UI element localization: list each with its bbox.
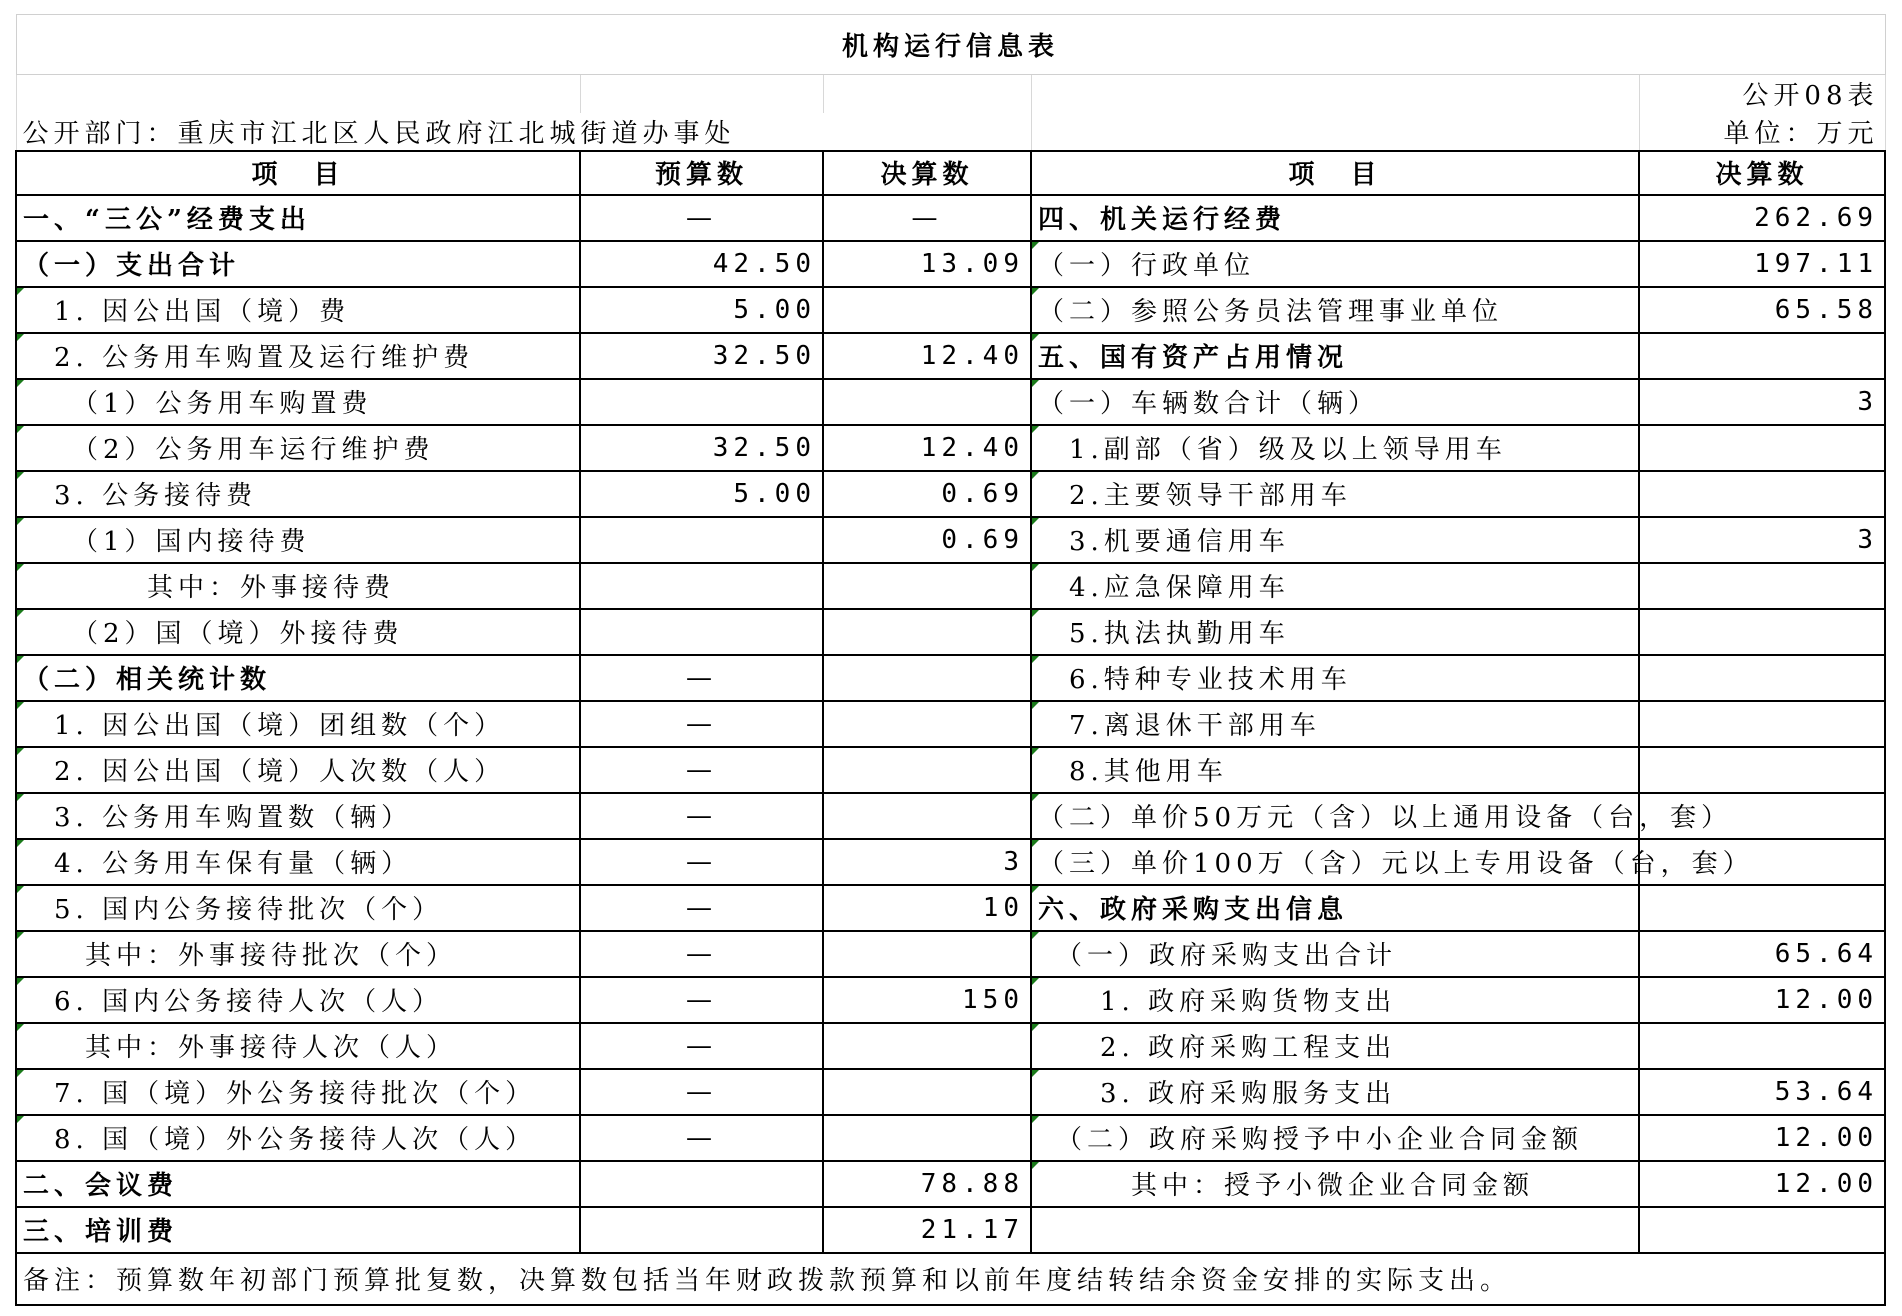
- table-row: [16, 195, 1885, 241]
- final-right-cell: [1639, 609, 1885, 655]
- final-cell: 3: [823, 839, 1031, 885]
- item-cell: 5. 国内公务接待批次（个）: [16, 885, 580, 931]
- final-right-cell: [1639, 885, 1885, 931]
- final-cell: 12.40: [823, 333, 1031, 379]
- item-right-cell: 1. 政府采购货物支出: [1031, 977, 1639, 1023]
- table-row: [16, 747, 1885, 793]
- final-right-cell: 262.69: [1639, 195, 1885, 241]
- item-right-cell: （一）车辆数合计（辆）: [1031, 379, 1639, 425]
- table-row: [16, 287, 1885, 333]
- final-right-cell: 12.00: [1639, 1115, 1885, 1161]
- header-budget: 预算数: [580, 151, 823, 195]
- budget-cell: 32.50: [580, 333, 823, 379]
- item-cell: 7. 国（境）外公务接待批次（个）: [16, 1069, 580, 1115]
- item-right-cell: 3.机要通信用车: [1031, 517, 1639, 563]
- final-cell: 13.09: [823, 241, 1031, 287]
- item-right-cell: 1.副部（省）级及以上领导用车: [1031, 425, 1639, 471]
- department-label: 公开部门：重庆市江北区人民政府江北城街道办事处: [16, 113, 1031, 151]
- final-right-cell: [1639, 425, 1885, 471]
- item-right-cell: （一）政府采购支出合计: [1031, 931, 1639, 977]
- final-right-cell: [1639, 793, 1885, 839]
- final-cell: [823, 563, 1031, 609]
- budget-cell: 5.00: [580, 287, 823, 333]
- item-cell: 三、培训费: [16, 1207, 580, 1253]
- final-right-cell: 53.64: [1639, 1069, 1885, 1115]
- final-right-cell: [1639, 701, 1885, 747]
- item-cell: 1. 因公出国（境）团组数（个）: [16, 701, 580, 747]
- item-right-cell: 四、机关运行经费: [1031, 195, 1639, 241]
- budget-cell: —: [580, 885, 823, 931]
- budget-cell: —: [580, 931, 823, 977]
- table-row: [16, 655, 1885, 701]
- table-row: [16, 885, 1885, 931]
- budget-cell: 5.00: [580, 471, 823, 517]
- final-cell: [823, 747, 1031, 793]
- item-right-cell: 2.主要领导干部用车: [1031, 471, 1639, 517]
- table-row: [16, 563, 1885, 609]
- item-cell: 4. 公务用车保有量（辆）: [16, 839, 580, 885]
- budget-cell: [580, 1161, 823, 1207]
- item-right-cell: 7.离退休干部用车: [1031, 701, 1639, 747]
- final-cell: [823, 287, 1031, 333]
- item-cell: 8. 国（境）外公务接待人次（人）: [16, 1115, 580, 1161]
- item-right-cell: 5.执法执勤用车: [1031, 609, 1639, 655]
- budget-cell: —: [580, 977, 823, 1023]
- item-cell: 2. 公务用车购置及运行维护费: [16, 333, 580, 379]
- budget-cell: [580, 517, 823, 563]
- item-right-cell: 五、国有资产占用情况: [1031, 333, 1639, 379]
- final-cell: 21.17: [823, 1207, 1031, 1253]
- table-row: [16, 1207, 1885, 1253]
- budget-cell: 42.50: [580, 241, 823, 287]
- item-right-cell: （一）行政单位: [1031, 241, 1639, 287]
- table-row: [16, 793, 1885, 839]
- budget-cell: —: [580, 793, 823, 839]
- item-cell: 其中：外事接待人次（人）: [16, 1023, 580, 1069]
- final-cell: —: [823, 195, 1031, 241]
- item-right-cell: （二）单价50万元（含）以上通用设备（台，套）: [1031, 793, 1639, 839]
- header-final: 决算数: [823, 151, 1031, 195]
- item-cell: 其中：外事接待费: [16, 563, 580, 609]
- budget-cell: —: [580, 195, 823, 241]
- final-cell: [823, 1115, 1031, 1161]
- final-cell: [823, 1069, 1031, 1115]
- item-right-cell: 2. 政府采购工程支出: [1031, 1023, 1639, 1069]
- final-cell: [823, 609, 1031, 655]
- final-right-cell: [1639, 655, 1885, 701]
- budget-cell: —: [580, 839, 823, 885]
- table-row: [16, 609, 1885, 655]
- table-row: [16, 1023, 1885, 1069]
- budget-cell: —: [580, 655, 823, 701]
- budget-cell: [580, 1207, 823, 1253]
- final-right-cell: 65.58: [1639, 287, 1885, 333]
- item-cell: 其中：外事接待批次（个）: [16, 931, 580, 977]
- item-right-cell: （三）单价100万（含）元以上专用设备（台，套）: [1031, 839, 1639, 885]
- final-right-cell: 3: [1639, 379, 1885, 425]
- final-cell: [823, 793, 1031, 839]
- final-right-cell: 197.11: [1639, 241, 1885, 287]
- table-row: [16, 701, 1885, 747]
- final-right-cell: 3: [1639, 517, 1885, 563]
- item-cell: 6. 国内公务接待人次（人）: [16, 977, 580, 1023]
- final-right-cell: [1639, 747, 1885, 793]
- budget-cell: —: [580, 701, 823, 747]
- final-cell: 150: [823, 977, 1031, 1023]
- final-right-cell: 12.00: [1639, 1161, 1885, 1207]
- budget-cell: —: [580, 1023, 823, 1069]
- table-row: [16, 1161, 1885, 1207]
- final-right-cell: 65.64: [1639, 931, 1885, 977]
- final-cell: 0.69: [823, 517, 1031, 563]
- table-row: [16, 425, 1885, 471]
- budget-cell: —: [580, 1069, 823, 1115]
- final-right-cell: [1639, 563, 1885, 609]
- table-row: [16, 931, 1885, 977]
- table-row: [16, 1069, 1885, 1115]
- final-right-cell: [1639, 333, 1885, 379]
- budget-cell: [580, 379, 823, 425]
- item-right-cell: [1031, 1207, 1639, 1253]
- table-row: [16, 241, 1885, 287]
- final-right-cell: 12.00: [1639, 977, 1885, 1023]
- item-cell: 一、“三公”经费支出: [16, 195, 580, 241]
- final-cell: [823, 379, 1031, 425]
- item-right-cell: 六、政府采购支出信息: [1031, 885, 1639, 931]
- table-row: [16, 839, 1885, 885]
- budget-cell: [580, 609, 823, 655]
- final-cell: [823, 1023, 1031, 1069]
- final-cell: 0.69: [823, 471, 1031, 517]
- form-number: 公开08表: [1639, 75, 1885, 113]
- final-cell: 10: [823, 885, 1031, 931]
- item-cell: （1）国内接待费: [16, 517, 580, 563]
- table-row: [16, 517, 1885, 563]
- table-row: [16, 977, 1885, 1023]
- header-final-right: 决算数: [1639, 151, 1885, 195]
- item-cell: 3. 公务用车购置数（辆）: [16, 793, 580, 839]
- item-cell: （2）国（境）外接待费: [16, 609, 580, 655]
- item-cell: （1）公务用车购置费: [16, 379, 580, 425]
- budget-cell: [580, 563, 823, 609]
- item-right-cell: 3. 政府采购服务支出: [1031, 1069, 1639, 1115]
- final-right-cell: [1639, 1023, 1885, 1069]
- final-right-cell: [1639, 1207, 1885, 1253]
- page-title: 机构运行信息表: [16, 15, 1885, 75]
- budget-cell: 32.50: [580, 425, 823, 471]
- item-right-cell: 8.其他用车: [1031, 747, 1639, 793]
- final-cell: [823, 931, 1031, 977]
- item-cell: （二）相关统计数: [16, 655, 580, 701]
- item-right-cell: 4.应急保障用车: [1031, 563, 1639, 609]
- item-cell: 二、会议费: [16, 1161, 580, 1207]
- header-item: 项 目: [16, 151, 580, 195]
- final-cell: 78.88: [823, 1161, 1031, 1207]
- final-cell: [823, 701, 1031, 747]
- final-cell: [823, 655, 1031, 701]
- table-row: [16, 333, 1885, 379]
- budget-cell: —: [580, 747, 823, 793]
- item-right-cell: 其中：授予小微企业合同金额: [1031, 1161, 1639, 1207]
- table-row: [16, 379, 1885, 425]
- item-cell: 3. 公务接待费: [16, 471, 580, 517]
- item-right-cell: （二）政府采购授予中小企业合同金额: [1031, 1115, 1639, 1161]
- footnote: 备注：预算数年初部门预算批复数，决算数包括当年财政拨款预算和以前年度结转结余资金安排的实际支出。: [16, 1253, 1885, 1305]
- info-table: [15, 14, 1886, 1306]
- item-right-cell: 6.特种专业技术用车: [1031, 655, 1639, 701]
- item-cell: （一）支出合计: [16, 241, 580, 287]
- item-cell: 1. 因公出国（境）费: [16, 287, 580, 333]
- item-cell: （2）公务用车运行维护费: [16, 425, 580, 471]
- table-row: [16, 471, 1885, 517]
- header-row: [16, 151, 1885, 195]
- item-cell: 2. 因公出国（境）人次数（人）: [16, 747, 580, 793]
- header-item-right: 项 目: [1031, 151, 1639, 195]
- budget-cell: —: [580, 1115, 823, 1161]
- item-right-cell: （二）参照公务员法管理事业单位: [1031, 287, 1639, 333]
- final-cell: 12.40: [823, 425, 1031, 471]
- table-row: [16, 1115, 1885, 1161]
- final-right-cell: [1639, 471, 1885, 517]
- unit-label: 单位：万元: [1639, 113, 1885, 151]
- final-right-cell: [1639, 839, 1885, 885]
